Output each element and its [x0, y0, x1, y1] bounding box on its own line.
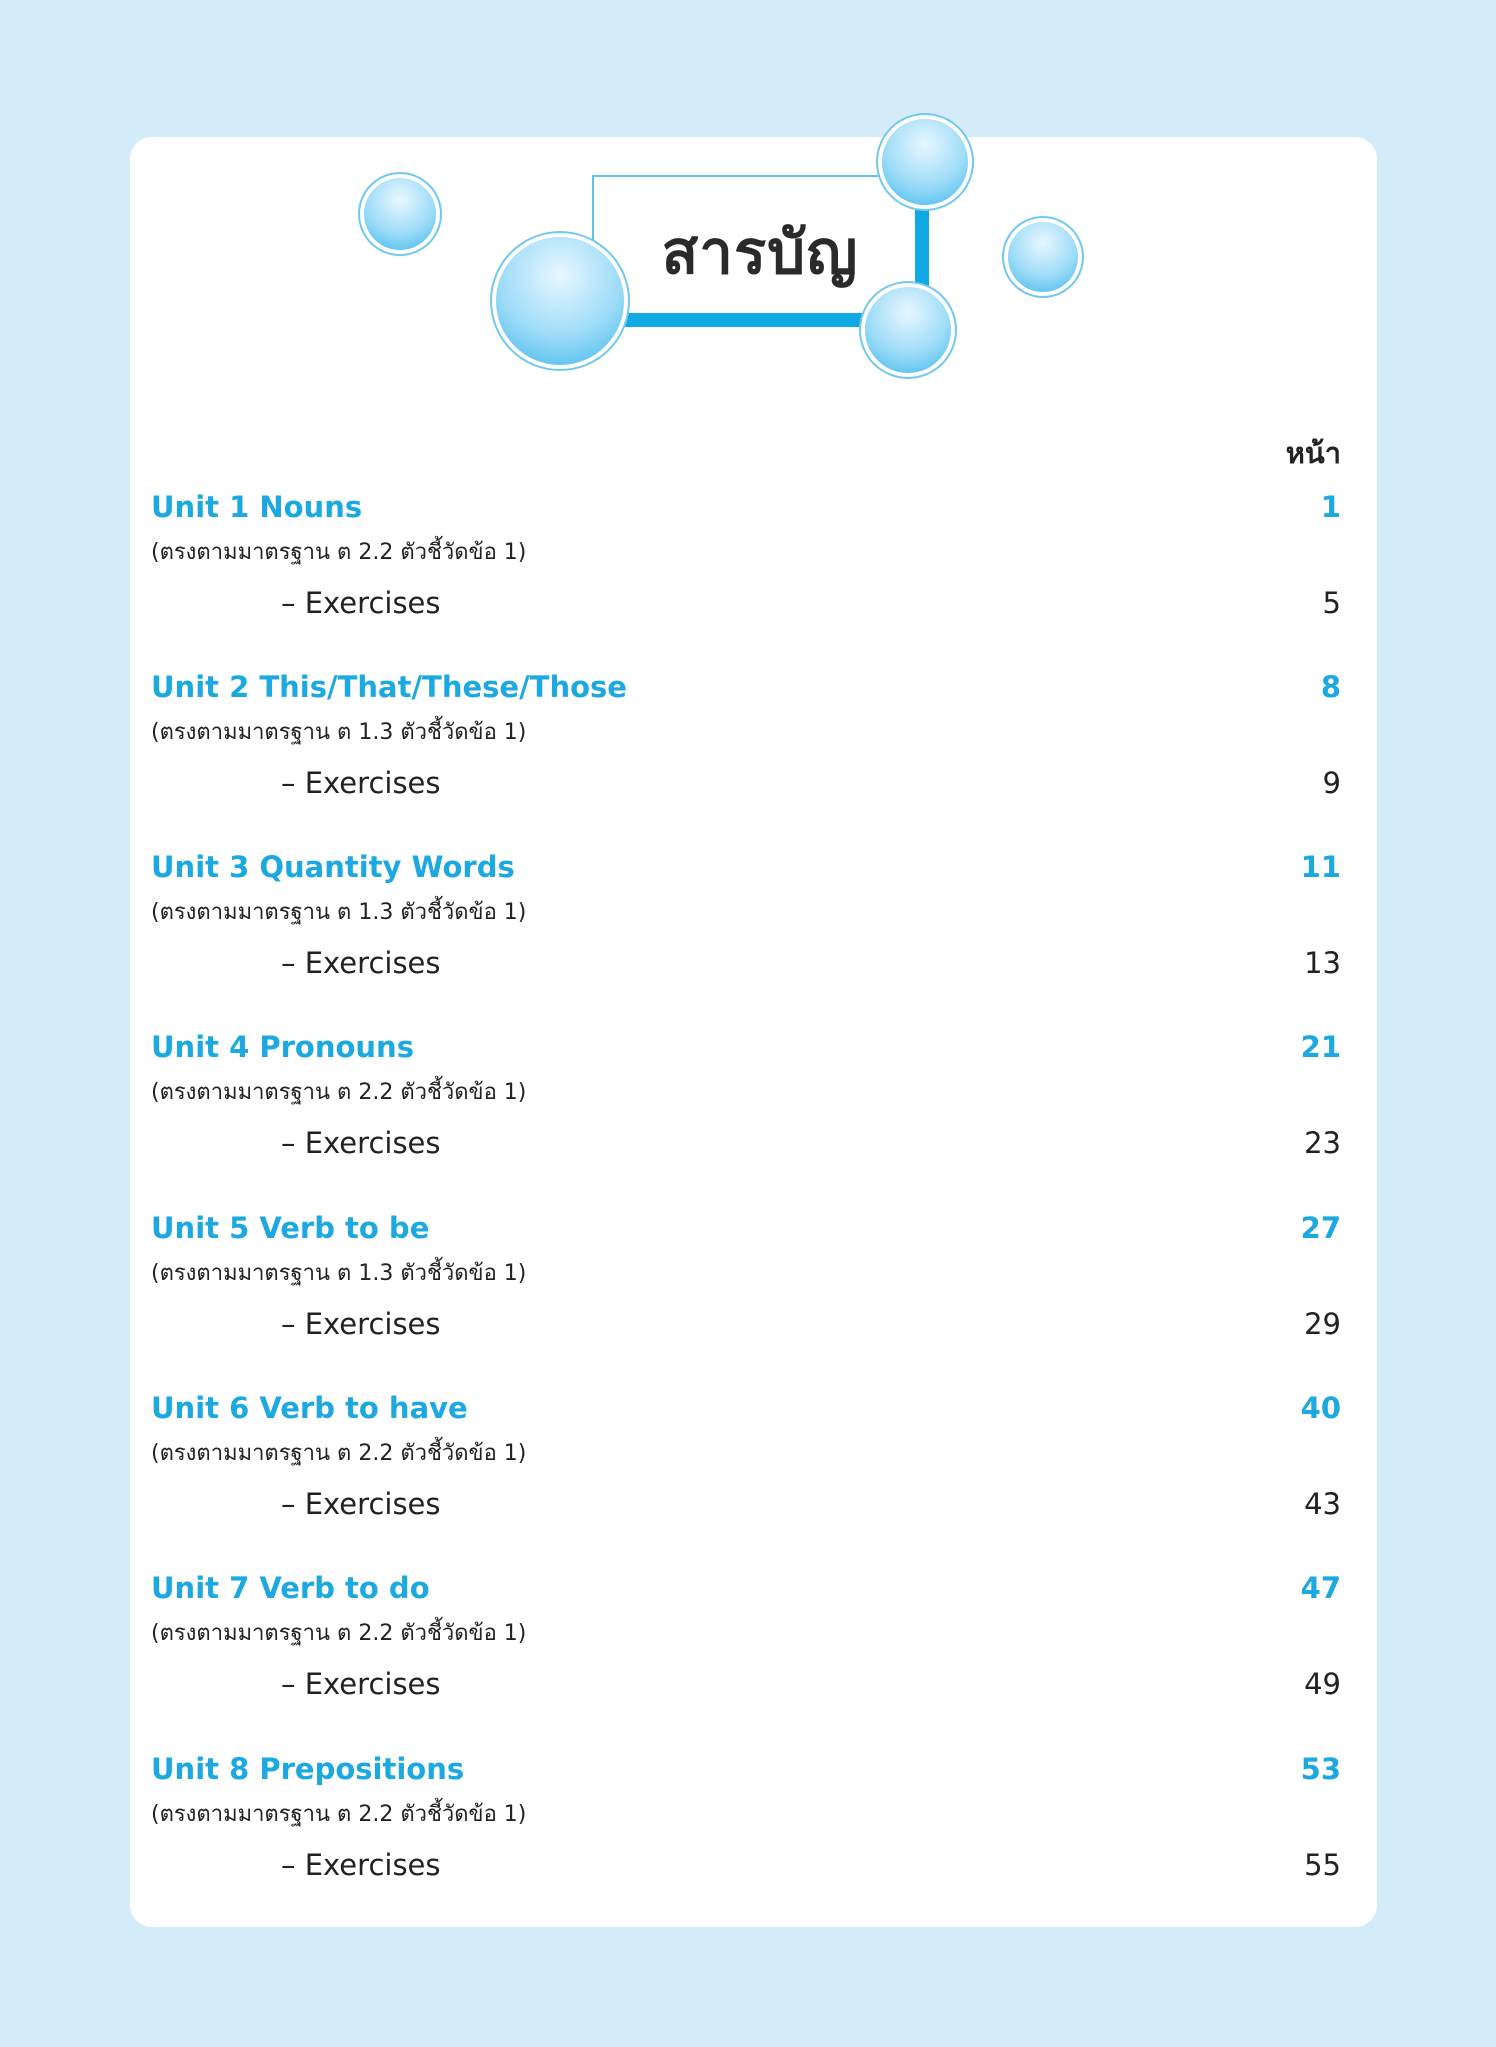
unit-standard: (ตรงตามมาตรฐาน ต 2.2 ตัวชี้วัดข้อ 1) [151, 1621, 527, 1646]
exercise-page-number: 55 [1304, 1848, 1341, 1882]
exercise-page-number: 13 [1304, 946, 1341, 980]
unit-page-number: 11 [1300, 850, 1341, 884]
exercise-label: – Exercises [281, 1487, 441, 1521]
unit-title: Unit 5 Verb to be [151, 1211, 430, 1245]
unit-page-number: 1 [1320, 490, 1341, 524]
exercise-label: – Exercises [281, 946, 441, 980]
exercise-label: – Exercises [281, 1126, 441, 1160]
exercise-page-number: 23 [1304, 1126, 1341, 1160]
unit-title: Unit 8 Prepositions [151, 1752, 465, 1786]
bubble-decoration-icon [496, 237, 624, 365]
unit-title: Unit 6 Verb to have [151, 1391, 468, 1425]
bubble-decoration-icon [882, 119, 968, 205]
bubble-decoration-icon [1008, 222, 1078, 292]
unit-standard: (ตรงตามมาตรฐาน ต 2.2 ตัวชี้วัดข้อ 1) [151, 1441, 527, 1466]
unit-standard: (ตรงตามมาตรฐาน ต 1.3 ตัวชี้วัดข้อ 1) [151, 900, 527, 925]
unit-title: Unit 7 Verb to do [151, 1571, 430, 1605]
exercise-label: – Exercises [281, 1667, 441, 1701]
unit-page-number: 8 [1320, 670, 1341, 704]
exercise-label: – Exercises [281, 1848, 441, 1882]
unit-standard: (ตรงตามมาตรฐาน ต 2.2 ตัวชี้วัดข้อ 1) [151, 1802, 527, 1827]
unit-standard: (ตรงตามมาตรฐาน ต 2.2 ตัวชี้วัดข้อ 1) [151, 540, 527, 565]
unit-standard: (ตรงตามมาตรฐาน ต 1.3 ตัวชี้วัดข้อ 1) [151, 1261, 527, 1286]
page-column-heading: หน้า [1285, 436, 1341, 470]
unit-standard: (ตรงตามมาตรฐาน ต 1.3 ตัวชี้วัดข้อ 1) [151, 720, 527, 745]
exercise-page-number: 49 [1304, 1667, 1341, 1701]
exercise-page-number: 9 [1322, 766, 1341, 800]
unit-title: Unit 3 Quantity Words [151, 850, 515, 884]
exercise-page-number: 43 [1304, 1487, 1341, 1521]
unit-standard: (ตรงตามมาตรฐาน ต 2.2 ตัวชี้วัดข้อ 1) [151, 1080, 527, 1105]
exercise-page-number: 5 [1322, 586, 1341, 620]
unit-page-number: 27 [1300, 1211, 1341, 1245]
bubble-decoration-icon [364, 178, 436, 250]
exercise-label: – Exercises [281, 586, 441, 620]
exercise-label: – Exercises [281, 1307, 441, 1341]
exercise-label: – Exercises [281, 766, 441, 800]
unit-title: Unit 1 Nouns [151, 490, 363, 524]
unit-title: Unit 2 This/That/These/Those [151, 670, 627, 704]
unit-page-number: 40 [1300, 1391, 1341, 1425]
unit-page-number: 21 [1300, 1030, 1341, 1064]
unit-title: Unit 4 Pronouns [151, 1030, 414, 1064]
unit-page-number: 47 [1300, 1571, 1341, 1605]
exercise-page-number: 29 [1304, 1307, 1341, 1341]
unit-page-number: 53 [1300, 1752, 1341, 1786]
title-frame-bar [610, 313, 900, 327]
page-title: สารบัญ [661, 218, 859, 288]
